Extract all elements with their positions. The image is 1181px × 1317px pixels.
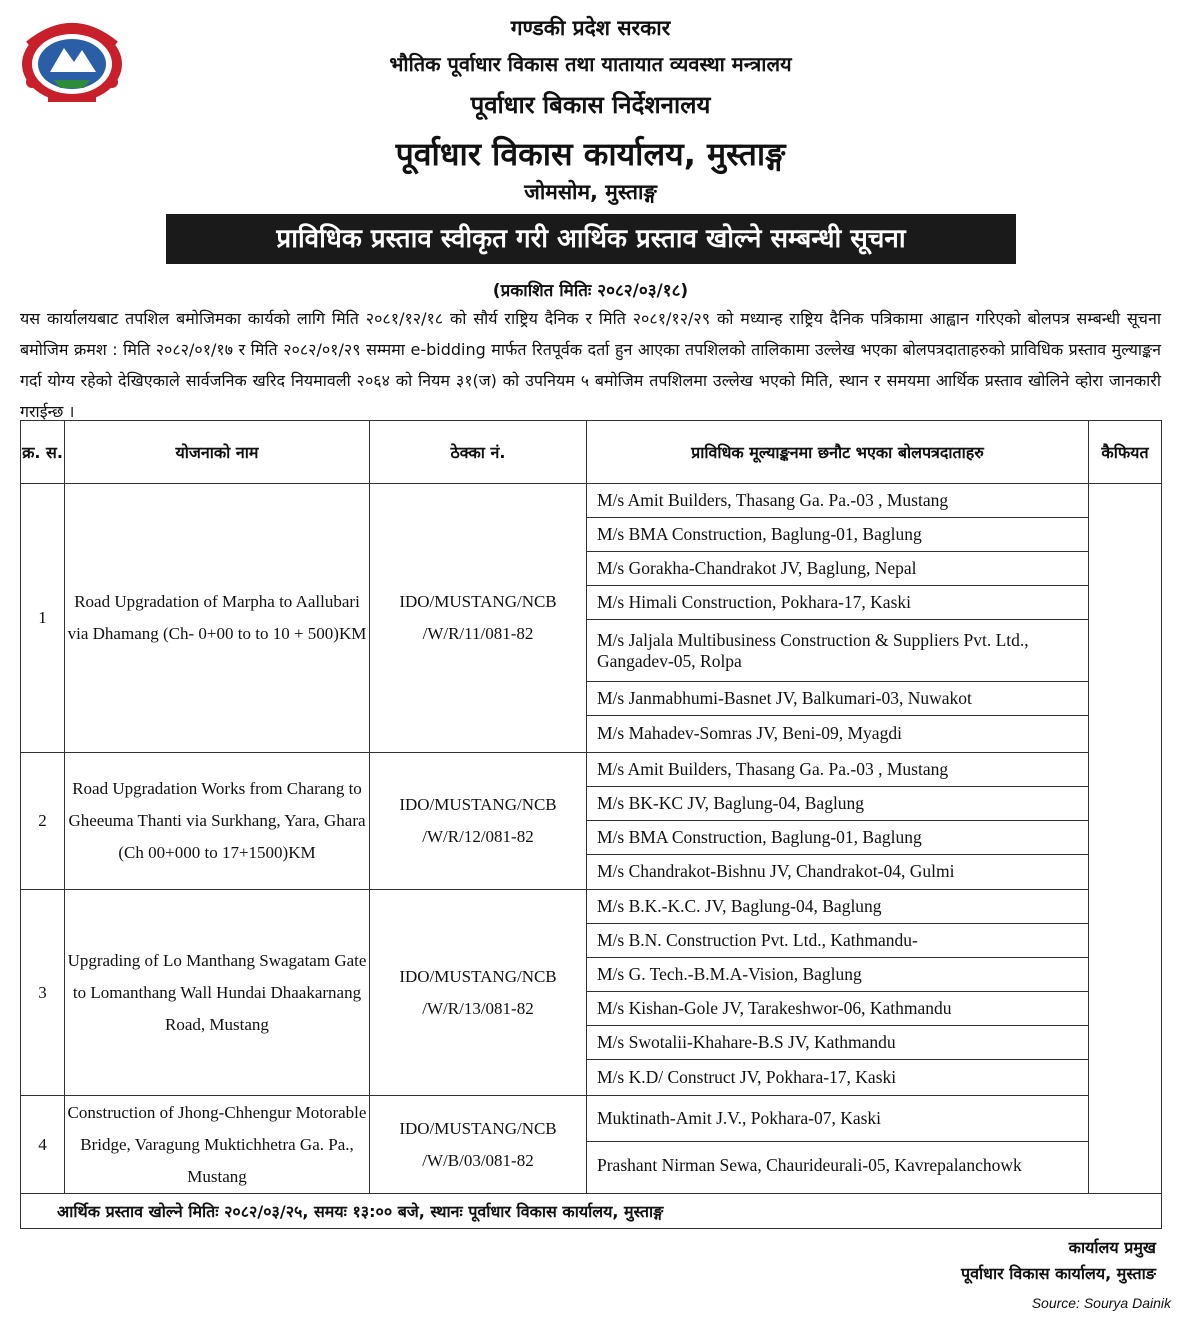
row-bidders — [587, 1096, 1089, 1194]
published-date: (प्रकाशित मितिः २०८२/०३/१८) — [492, 281, 689, 301]
bidder-item: M/s Jaljala Multibusiness Construction & Suppliers Pvt. Ltd., Gangadev-05, Rolpa — [587, 620, 1088, 682]
bidder-item: M/s Amit Builders, Thasang Ga. Pa.-03 , Mustang — [587, 753, 1088, 787]
table-row — [21, 890, 1162, 1096]
government-name: गण्डकी प्रदेश सरकार — [510, 16, 671, 40]
bidder-item: M/s K.D/ Construct JV, Pokhara-17, Kaski — [597, 1066, 897, 1087]
row-bidders — [587, 890, 1089, 1096]
row-contract: IDO/MUSTANG/NCB /W/R/12/081-82 — [370, 752, 587, 890]
directorate-name: पूर्वाधार बिकास निर्देशनालय — [470, 91, 711, 119]
signatory-office: पूर्वाधार विकास कार्यालय, मुस्ताङ — [961, 1264, 1156, 1283]
signatory-title: कार्यालय प्रमुख — [1068, 1238, 1156, 1257]
row-sn: 3 — [21, 890, 65, 1096]
bidder-item: M/s Kishan-Gole JV, Tarakeshwor-06, Kathmandu — [587, 992, 1088, 1026]
bidder-item: M/s Mahadev-Somras JV, Beni-09, Myagdi — [597, 722, 902, 743]
row-contract: IDO/MUSTANG/NCB /W/R/11/081-82 — [370, 484, 587, 753]
notice-body-text: यस कार्यालयबाट तपशिल बमोजिमका कार्यको लागि मिति २०८१/१२/१८ को सौर्य राष्ट्रिय दैनिक र मिति २०८१/१२/२९ को मध्यान्ह राष्ट्रिय दैनिक पत्रिकामा आह्वान गरिएको बोलपत्र सम्बन्धी सूचना बमोजिम क्रमश : मिति २०८२/०१/१७ र मिति २०८२/०१/२९ सम्ममा e-bidding मार्फत रितपूर्वक दर्ता हुन आएका तपशिलको तालिकामा उल्लेख भएका बोलपत्रदाताहरुको प्राविधिक प्रस्ताव मुल्याङ्कन गर्दा योग्य रहेको देखिएकाले सार्वजनिक खरिद नियमावली २०६४ को नियम ३१(ज) को उपनियम ५ बमोजिम तपशिलमा उल्लेख भएको मिति, स्थान र समयमा आर्थिक प्रस्ताव खोलिने व्होरा जानकारी गराईन्छ । — [20, 309, 1161, 421]
col-header-sn: क्र. स. — [21, 421, 65, 484]
bidder-item: Prashant Nirman Sewa, Chaurideurali-05, Kavrepalanchowk — [597, 1154, 1022, 1175]
row-contract: IDO/MUSTANG/NCB /W/B/03/081-82 — [370, 1096, 587, 1194]
row-sn: 1 — [21, 484, 65, 753]
bidders-table — [20, 420, 1162, 1229]
row-project: Upgrading of Lo Manthang Swagatam Gate to Lomanthang Wall Hundai Dhaakarnang Road, Mustang — [65, 890, 370, 1096]
bidder-item: M/s Gorakha-Chandrakot JV, Baglung, Nepal — [587, 552, 1088, 586]
bidder-item: M/s Janmabhumi-Basnet JV, Balkumari-03, Nuwakot — [587, 682, 1088, 716]
bidder-item: M/s Amit Builders, Thasang Ga. Pa.-03 , Mustang — [587, 484, 1088, 518]
col-header-remarks: कैफियत — [1089, 421, 1162, 484]
source-credit: Source: Sourya Dainik — [1031, 1295, 1171, 1311]
row-contract: IDO/MUSTANG/NCB /W/R/13/081-82 — [370, 890, 587, 1096]
row-bidders — [587, 484, 1089, 753]
bidder-item: Muktinath-Amit J.V., Pokhara-07, Kaski — [587, 1096, 1088, 1142]
row-project: Road Upgradation of Marpha to Aallubari via Dhamang (Ch- 0+00 to to 10 + 500)KM — [65, 484, 370, 753]
row-project: Road Upgradation Works from Charang to Gheeuma Thanti via Surkhang, Yara, Ghara (Ch 00+000 to 17+1500)KM — [65, 752, 370, 890]
bidder-item: M/s Himali Construction, Pokhara-17, Kaski — [587, 586, 1088, 620]
bidder-item: M/s B.N. Construction Pvt. Ltd., Kathmandu- — [587, 924, 1088, 958]
col-header-contract: ठेक्का नं. — [370, 421, 587, 484]
row-bidders — [587, 752, 1089, 890]
notice-title-banner: प्राविधिक प्रस्ताव स्वीकृत गरी आर्थिक प्रस्ताव खोल्ने सम्बन्धी सूचना — [166, 214, 1016, 264]
ministry-name: भौतिक पूर्वाधार विकास तथा यातायात व्यवस्था मन्त्रालय — [389, 52, 792, 76]
office-location: जोमसोम, मुस्ताङ्ग — [524, 180, 657, 204]
table-row — [21, 1096, 1162, 1194]
bidder-item: M/s BMA Construction, Baglung-01, Baglung — [587, 518, 1088, 552]
col-header-project: योजनाको नाम — [65, 421, 370, 484]
remarks-cell — [1089, 484, 1162, 1194]
table-header-row — [21, 421, 1162, 484]
office-name: पूर्वाधार विकास कार्यालय, मुस्ताङ्ग — [395, 135, 786, 173]
col-header-bidders: प्राविधिक मूल्याङ्कनमा छनौट भएका बोलपत्रदाताहरु — [587, 421, 1089, 484]
bidder-item: M/s G. Tech.-B.M.A-Vision, Baglung — [587, 958, 1088, 992]
bidder-item: M/s B.K.-K.C. JV, Baglung-04, Baglung — [587, 890, 1088, 924]
table-row — [21, 484, 1162, 753]
row-project: Construction of Jhong-Chhengur Motorable Bridge, Varagung Muktichhetra Ga. Pa., Mustang — [65, 1096, 370, 1194]
row-sn: 4 — [21, 1096, 65, 1194]
bidder-item: M/s Swotalii-Khahare-B.S JV, Kathmandu — [587, 1026, 1088, 1060]
bidder-item: M/s BK-KC JV, Baglung-04, Baglung — [587, 787, 1088, 821]
bidder-item: M/s BMA Construction, Baglung-01, Baglung — [587, 821, 1088, 855]
bidder-item: M/s Chandrakot-Bishnu JV, Chandrakot-04, Gulmi — [597, 861, 955, 881]
table-footer-row — [21, 1194, 1162, 1229]
table-row — [21, 752, 1162, 890]
row-sn: 2 — [21, 752, 65, 890]
financial-opening-info: आर्थिक प्रस्ताव खोल्ने मितिः २०८२/०३/२५, समयः १३:०० बजे, स्थानः पूर्वाधार विकास कार्यालय, मुस्ताङ्ग — [21, 1194, 1162, 1229]
